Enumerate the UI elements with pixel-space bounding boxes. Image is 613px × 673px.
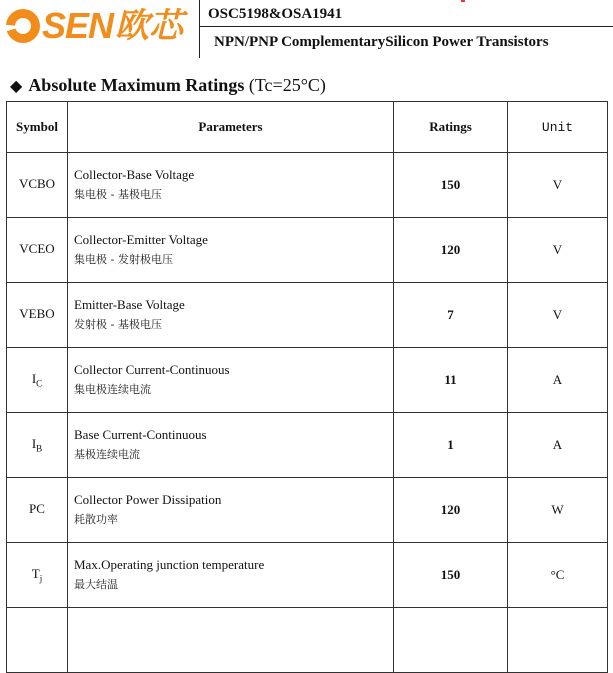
parameter-cell [68,413,394,478]
parameter-english: Collector-Emitter Voltage [74,232,208,247]
symbol-cell [7,348,68,413]
symbol-text: I [31,371,37,387]
parameter-chinese: 最大结温 [74,578,118,591]
document-header [0,0,613,60]
logo-chinese-text: 欧芯 [115,6,184,46]
table-row-partial [7,608,608,673]
section-title: Absolute Maximum Ratings [28,75,245,95]
symbol-cell [7,543,68,608]
symbol-text: I [31,436,37,452]
symbol-text: PC [29,501,45,517]
table-row [7,413,608,478]
header-unit: Unit [508,102,608,153]
parameter-cell [68,543,394,608]
header-divider-horizontal [199,26,613,27]
header-divider-vertical [199,0,200,58]
table-row [7,543,608,608]
parameter-chinese: 集电极 - 基极电压 [74,188,162,201]
symbol-cell [7,478,68,543]
unit-value: V [508,283,608,348]
parameter-chinese: 发射极 - 基极电压 [74,318,162,331]
table-row [7,153,608,218]
parameter-chinese: 集电极 - 发射极电压 [74,253,173,266]
unit-value: °C [508,543,608,608]
parameter-chinese: 集电极连续电流 [74,383,151,396]
symbol-subscript: j [39,573,43,584]
red-mark [461,0,465,2]
symbol-text: VCEO [19,241,55,257]
parameter-cell [68,218,394,283]
rating-value: 1 [394,413,508,478]
unit-value: A [508,348,608,413]
symbol-subscript: B [36,443,43,454]
ratings-table [6,101,608,673]
rating-value: 7 [394,283,508,348]
table-header-row [7,102,608,153]
empty-cell [394,608,508,673]
symbol-text: T [31,566,40,582]
unit-value: V [508,218,608,283]
diamond-bullet-icon: ◆ [10,78,23,95]
parameter-chinese: 基极连续电流 [74,448,140,461]
empty-cell [7,608,68,673]
parameter-english: Collector Current-Continuous [74,362,230,377]
empty-cell [68,608,394,673]
symbol-cell [7,413,68,478]
parameter-cell [68,478,394,543]
parameter-english: Max.Operating junction temperature [74,557,265,572]
unit-value: V [508,153,608,218]
unit-value: A [508,413,608,478]
symbol-cell [7,218,68,283]
parameter-english: Collector Power Dissipation [74,492,222,507]
rating-value: 150 [394,153,508,218]
unit-value: W [508,478,608,543]
header-ratings: Ratings [394,102,508,153]
symbol-subscript: C [36,378,43,389]
header-parameters: Parameters [68,102,394,153]
table-row [7,348,608,413]
symbol-text: VCBO [18,176,56,192]
model-number: OSC5198&OSA1941 [208,6,343,22]
table-row [7,218,608,283]
symbol-text: VEBO [19,306,55,322]
parameter-cell [68,283,394,348]
header-symbol: Symbol [7,102,68,153]
table-body [7,153,608,673]
parameter-cell [68,348,394,413]
section-heading [10,72,326,100]
parameter-english: Emitter-Base Voltage [74,297,185,312]
section-condition: (Tc=25°C) [248,75,326,95]
parameter-english: Collector-Base Voltage [74,167,195,182]
parameter-cell [68,153,394,218]
rating-value: 120 [394,478,508,543]
product-description: NPN/PNP ComplementarySilicon Power Transistors [214,34,549,50]
logo-ring-icon [6,9,40,43]
rating-value: 11 [394,348,508,413]
parameter-english: Base Current-Continuous [74,427,207,442]
empty-cell [508,608,608,673]
table-row [7,478,608,543]
company-logo [6,6,183,46]
symbol-cell [7,153,68,218]
parameter-chinese: 耗散功率 [74,513,118,526]
rating-value: 150 [394,543,508,608]
symbol-cell [7,283,68,348]
table-row [7,283,608,348]
logo-text: SEN [42,5,114,46]
rating-value: 120 [394,218,508,283]
